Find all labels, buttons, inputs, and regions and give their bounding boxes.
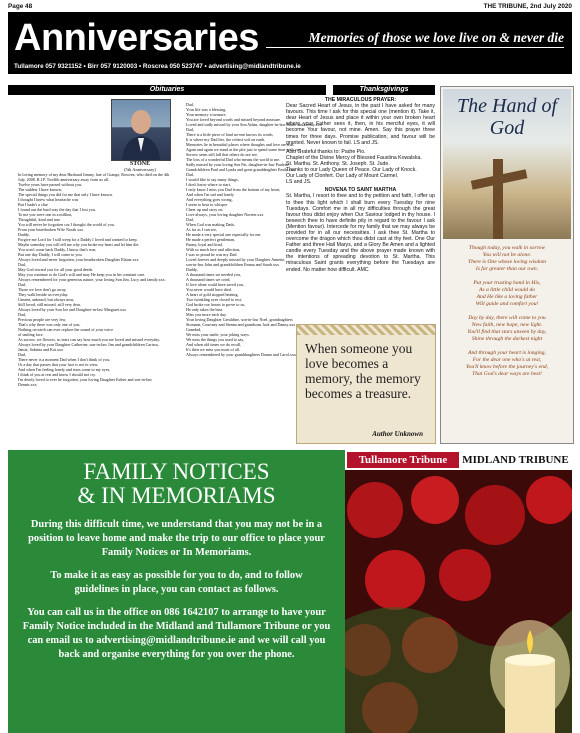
- cross-image: [443, 89, 571, 239]
- page-number: Page 48: [8, 3, 33, 10]
- banner-rule: [266, 47, 564, 48]
- tribune-logos: [345, 450, 572, 471]
- prayer1-text: Dear Sacred Heart of Jesus, in the past I have asked for many favours. This time I ask for this special one (mention it). Take it, dear Heart of Jesus and place it within your own broken heart where your Father sees it, then, in his merciful eyes, it will become Your favour, not mine. Amen. Say this prayer three times for three days. Promise publication, and favour will be granted. Never known to fail. LS and JS.: [286, 103, 435, 146]
- publication-date: THE TRIBUNE, 2nd July 2020: [483, 3, 572, 10]
- notice-paragraph-2: To make it as easy as possible for you to do, and to follow guidelines in place, you can contact as follows.: [50, 570, 303, 595]
- page-title: Anniversaries: [14, 17, 259, 59]
- portrait-photo: [111, 99, 171, 161]
- thanks-text: Also Grateful thanks to: Padre Pio. Chaplet of the Divine Mercy of Blessed Faustina Kowalska. St. Martha. St. Anthony. St. Joseph. St. Jude. Thanks to our Lady Queen of Peace. Our Lady of Knock. Our Lady of Clonfert. Our Lady of Mount Carmel. LS and JS.: [286, 148, 422, 186]
- banner-tagline: Memories of those we love live on & never die: [308, 30, 564, 45]
- prayer2-text: St. Martha, I resort to thee and to thy petition and faith, I offer up to thee this light which I shall burn every Tuesday for nine Tuesdays. Comfort me in all my difficulties through the great favour thou didst enjoy when Our Saviour lodged in thy house. I beseech thee to have definite pity in regard to the favour I ask (Mention favour). Intercede for my family that we may always be provided for in all our necessities. I ask thee St. Martha to overcome the dragon which thou didst cast at thy feet. One Our Father and three Hail Marys, and a Glory Be Amen and a lighted candle every Tuesday and the above prayer made known with the intentions of spreading devotion to St. Martha. This miraculous Saint grants everything before the Tuesdays are ended. No matter how difficult. AMC: [286, 193, 435, 273]
- roses-icon: [345, 470, 572, 733]
- person-silhouette-icon: [112, 100, 170, 160]
- contact-line: Tullamore 057 9321152 • Birr 057 9120003 • Roscrea 050 523747 • advertising@midlandtribune.ie: [14, 63, 301, 70]
- deceased-name: STONE: [129, 161, 151, 167]
- memoriams-title: & IN MEMORIAMS: [77, 483, 276, 508]
- prayer2-title: NOVENA TO SAINT MARTHA: [324, 187, 397, 194]
- obituaries-section: [8, 85, 326, 95]
- family-notices-box: [8, 450, 345, 733]
- thanksgivings-body: [286, 97, 435, 273]
- obituary-column-2: Dad, Your life was a blessing, Your memory a treasure, You are loved beyond words and missed beyond measure. Loved and sadly missed by your Son Aidan, daughter-in-law Marie and family.xxx Dad, There is a little piece of land no-one knows its worth, It is where my Dad lies, the richest soil on earth. Memories lie in beautiful places where thoughts and love are true, Again and again we stand at the plot just to spend some time with you Sorrow seem still fall that others do not see, The loss of a wonderful Dad who means the world to me. Sadly missed by your loving Son Pat, daughter-in-law Paulette, Grandchildren Paul and Lynda and great granddaughter Emily.xxx Dad, I would like to say many things, I don't know where to start, I only know I miss you Dad from the bottom of my heart, And when I'm sad and lonely And everything goes wrong, I seem to hear to whisper Cheer up and carry on. Love always, your loving daughter Noreen.xxx Dad, When God was making Dads, As far as I can see, He made a very special one especially for me. He made a perfect gentleman, Funny, loyal and kind, With so much love and affection, I was so proud he was my Dad. Loved forever and deeply missed by your Daughter Annette, son-in-law John and grandchildren Emma and Sarah.xxx Daddy, A thousand times we needed you, A thousand times we cried, If love alone could have saved you, You never would have died. A heart of gold stopped beating, Two twinkling eyes closed to rest, God broke our hearts to prove to us, He only takes the best. Miss you more each day. Your loving Daughter Geraldine, son-in-law Noel, grandaughters Siomane, Courtney and Sienna and grandsons Jack and Danny.xxx Grandad, We miss your smile, your joking ways. We miss the things you used to say, And when old times we do recall, It's then we miss you most of all. Always remembered by your granddaughters Donna and Carol.xxx: [186, 102, 322, 357]
- cross-icon: [443, 89, 571, 239]
- thanksgivings-heading: Thanksgivings: [333, 85, 435, 95]
- family-notices-title: FAMILY NOTICES: [83, 459, 270, 484]
- anniversaries-banner: [8, 12, 572, 74]
- notice-paragraph-1: During this difficult time, we understand that you may not be in a position to leave home and make the trip to our office to place your Family Notices or In Memoriams.: [28, 519, 325, 558]
- quote-author: Author Unknown: [372, 430, 423, 438]
- memory-quote-box: [296, 324, 436, 444]
- thanksgivings-section: [333, 85, 435, 95]
- anniversary-label: (5th Anniversary): [124, 167, 156, 172]
- tullamore-tribune-logo: Tullamore Tribune: [347, 452, 459, 468]
- obituaries-heading: Obituaries: [8, 85, 326, 95]
- page-header: [8, 3, 572, 11]
- notice-paragraph-3: You can call us in the office on 086 1642107 to arrange to have your Family Notice included in the Midland and Tullamore Tribune or you can email us to advertising@midlandtribune.ie and we will call you back and organise everything for you over the phone.: [22, 607, 331, 660]
- hand-of-god-title: The Hand of God: [457, 95, 557, 139]
- hand-of-god-panel: [440, 86, 574, 444]
- decorative-border: [297, 325, 435, 335]
- roses-candle-image: [345, 450, 572, 733]
- prayer1-title: THE MIRACULOUS PRAYER:: [324, 97, 397, 103]
- memory-quote: When someone you love becomes a memory, the memory becomes a treasure.: [305, 341, 421, 401]
- midland-tribune-logo: MIDLAND TRIBUNE: [462, 454, 569, 466]
- hand-of-god-poem: Though today, you walk in sorrow You will not be alone. There is One whose loving wisdom Is far greater than our own. Put your trusting hand in His, As a little child would do And He like a loving father Will guide and comfort you! Day by day, there will come to you New faith, new hope, new light. You'll find that stars unseen by day, Shine through the darkest night And through your heart is longing, For the dear one who's at rest, You'll know before the journey's end, That God's dear ways are best!: [465, 245, 549, 377]
- obituary-column-1: In loving memory of my dear Husband Jimmy, late of Grange, Roscrea, who died on the 4th July, 2008. R.I.P. Twelfth anniversary away from us all. Twelve years have passed without you, The saddest I have known, The special things you did for me that only I have known. I thought I knew what heartache was But I hadn't a clue I found out the hard way the day that I lost you. To me you were one in a million, Thoughtful, kind and true You will never be forgotten coz I thought the world of you. From your heartbroken Wife Norah xxx Daddy, Forgive me Lord for I still weep for a Daddy I loved and wanted to keep. Maybe someday you will tell me why you broke my heart and let him die. You won't come back Daddy, I know that's true, But one day Daddy, I will come to you. Always loved and never forgotten, your heartbroken Daughter Elaine.xxx Dad, May God reward you for all your good deeds. May you continue to do God's will and may He keep you in his constant care. Always remembered for your generous nature, your loving Son Jim, Lucy and family.xxx. Dad, Those we love don't go away, They walk beside us everyday. Unseen, unheard, but always near, Still loved, still missed, still very dear. Always loved by your Son Joe and Daughter-in-law Margaret.xxx Dad, Precious people are very few, That's why there was only one of you, Nothing on earth can ever replace the sound of your voice of smiling face. As sorrow, we flowers, so tears can say how much you are loved and missed everyday. Always loved by your Daughter Catherine, son-in-law Jim and grandchildren Carissa, Jamie, Sabrina and Kai.xxx Dad, There never is a moment Dad when I don't think of you, Or a day that passes that your face is not in view, And when I'm feeling lonely and tears come to my eyes, I think of you at rest and know I should not cry. I'm dearly loved to ever be forgotten, your loving Daughter Esther and son-in-law Dennis.xxx: [18, 172, 170, 387]
